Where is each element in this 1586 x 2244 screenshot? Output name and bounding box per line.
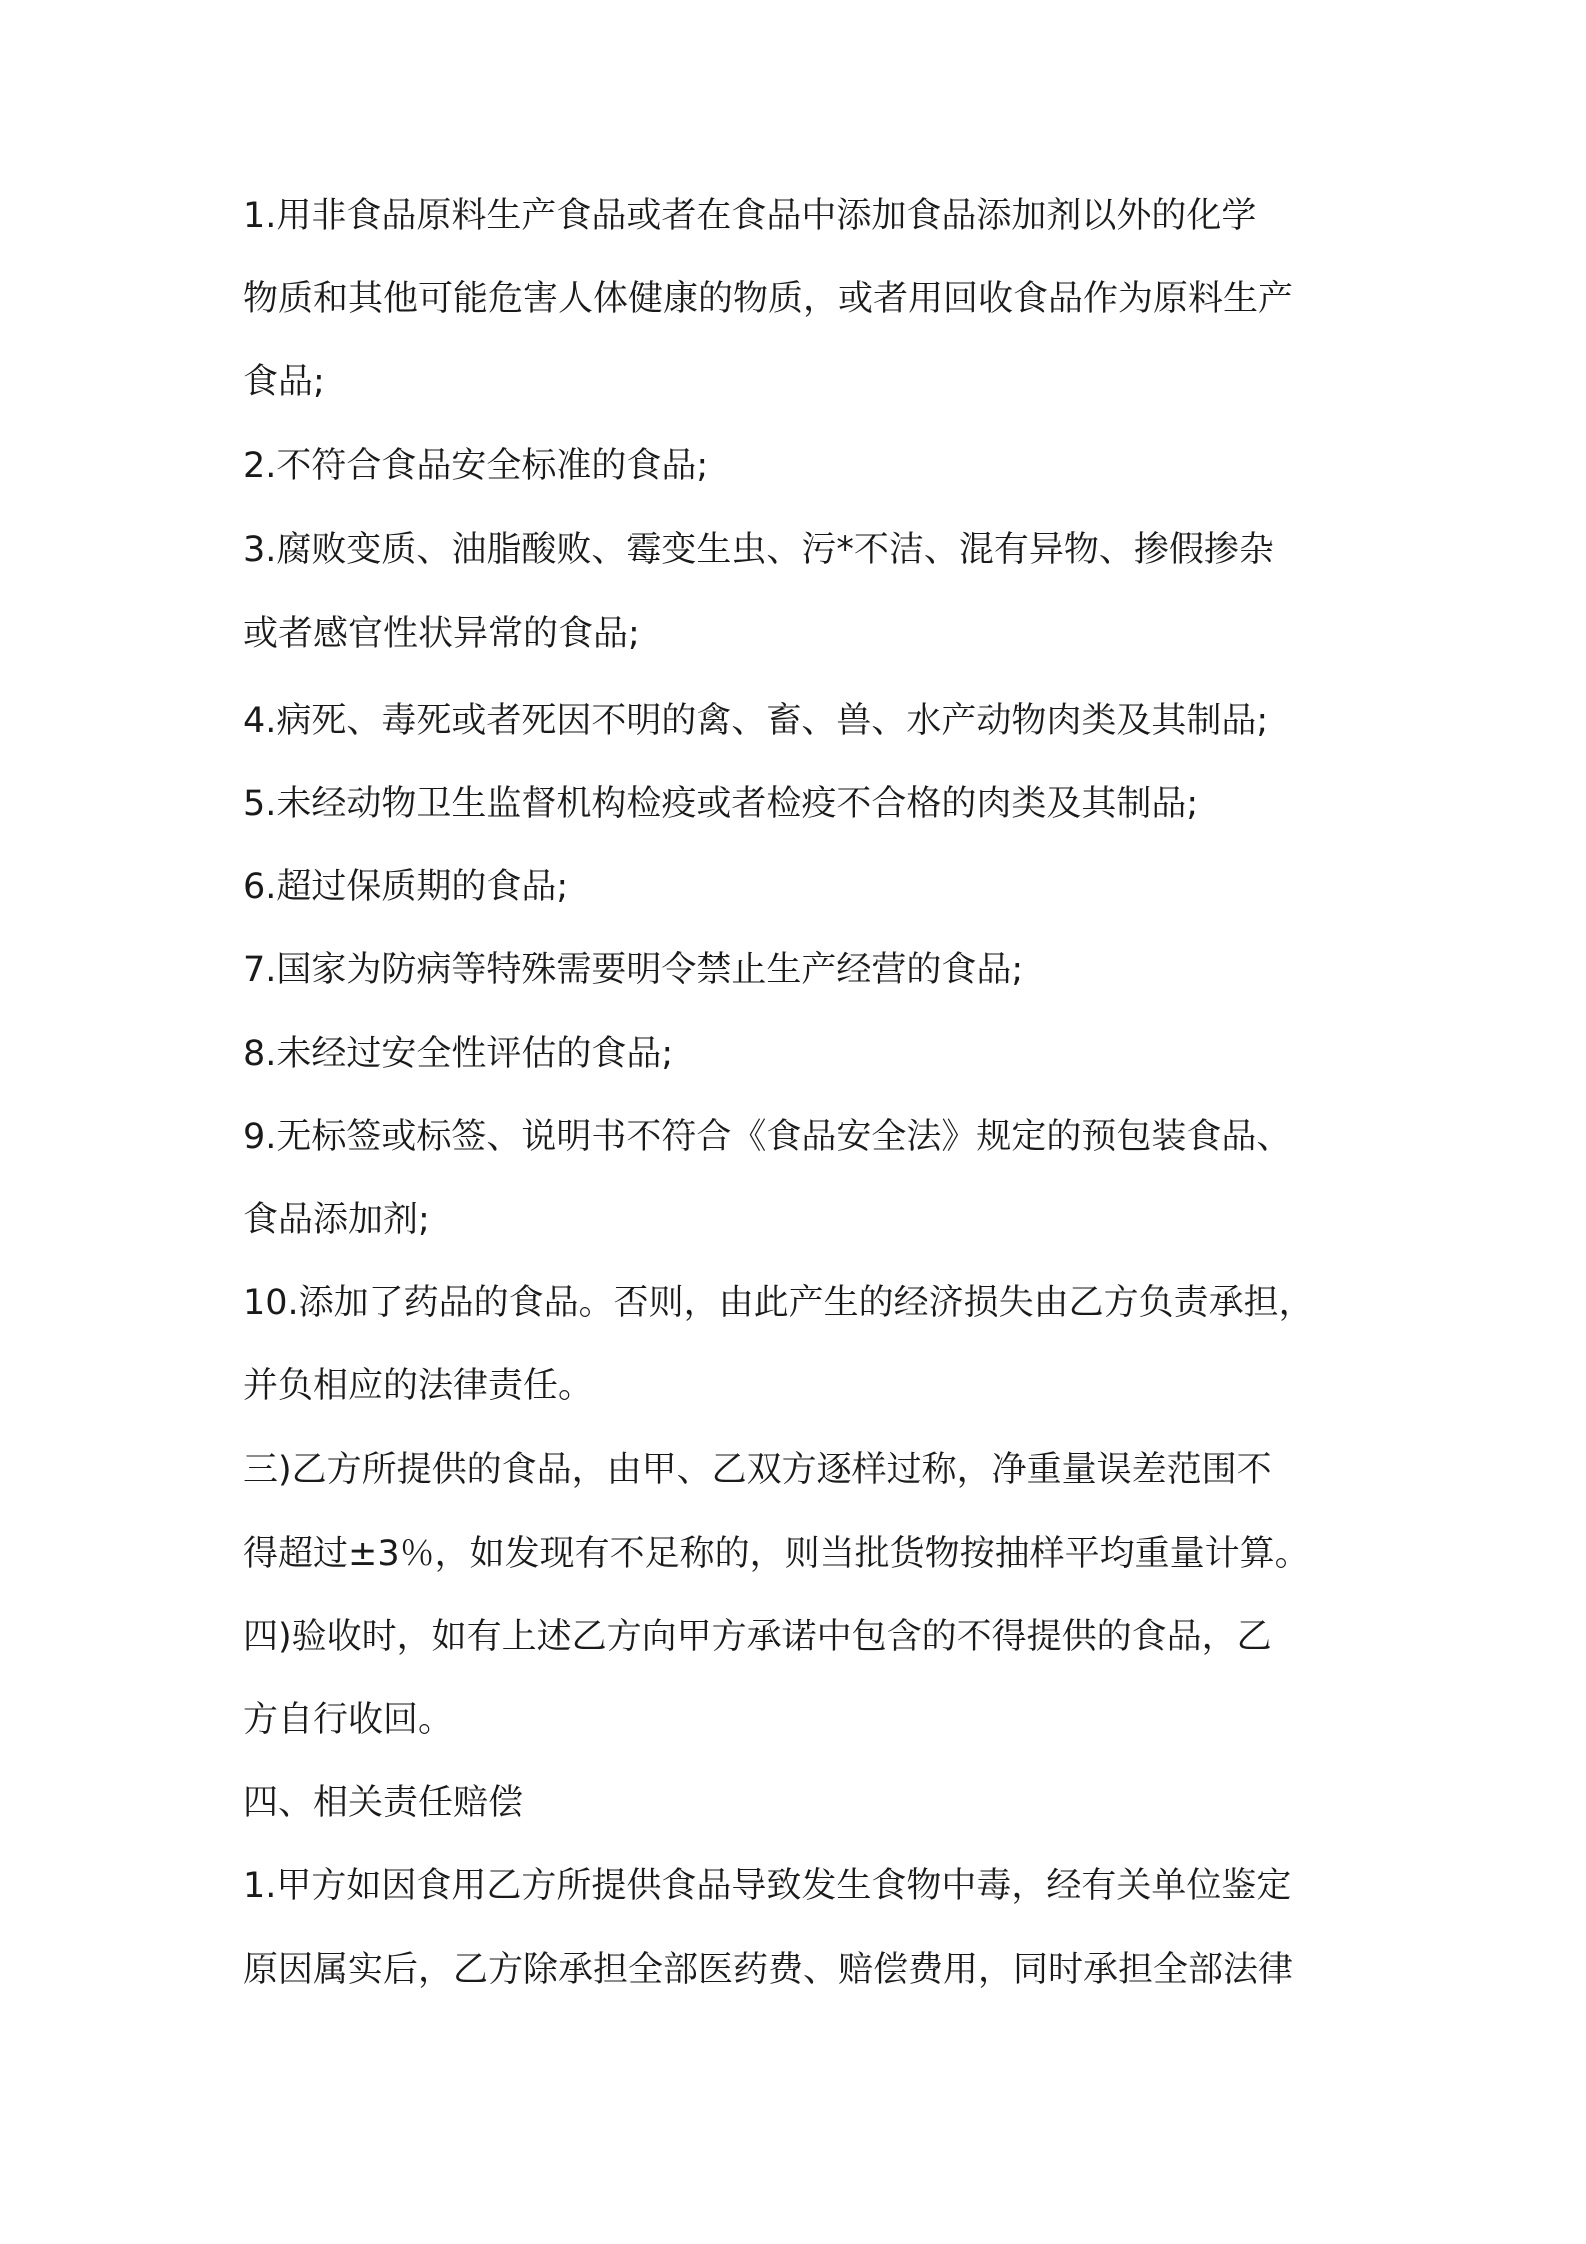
text-line-2: 物质和其他可能危害人体健康的物质，或者用回收食品作为原料生产 — [243, 279, 1294, 319]
text-line-16: 三)乙方所提供的食品，由甲、乙双方逐样过称，净重量误差范围不 — [243, 1450, 1272, 1490]
text-line-5: 3.腐败变质、油脂酸败、霉变生虫、污*不洁、混有异物、掺假掺杂 — [243, 530, 1274, 570]
text-line-4: 2.不符合食品安全标准的食品; — [243, 446, 709, 486]
text-line-1: 1.用非食品原料生产食品或者在食品中添加食品添加剂以外的化学 — [243, 196, 1257, 236]
text-line-19: 方自行收回。 — [243, 1700, 454, 1740]
text-line-18: 四)验收时，如有上述乙方向甲方承诺中包含的不得提供的食品，乙 — [243, 1617, 1272, 1657]
text-line-13: 食品添加剂; — [243, 1200, 430, 1240]
text-line-14: 10.添加了药品的食品。否则，由此产生的经济损失由乙方负责承担， — [243, 1283, 1314, 1323]
text-line-20: 四、相关责任赔偿 — [243, 1783, 524, 1823]
text-line-17: 得超过±3％，如发现有不足称的，则当批货物按抽样平均重量计算。 — [243, 1534, 1310, 1574]
text-line-7: 4.病死、毒死或者死因不明的禽、畜、兽、水产动物肉类及其制品; — [243, 701, 1269, 741]
text-line-15: 并负相应的法律责任。 — [243, 1366, 594, 1406]
text-line-11: 8.未经过安全性评估的食品; — [243, 1034, 674, 1074]
text-line-10: 7.国家为防病等特殊需要明令禁止生产经营的食品; — [243, 950, 1024, 990]
text-line-9: 6.超过保质期的食品; — [243, 867, 569, 907]
text-line-8: 5.未经动物卫生监督机构检疫或者检疫不合格的肉类及其制品; — [243, 784, 1199, 824]
text-line-3: 食品; — [243, 362, 325, 402]
text-line-21: 1.甲方如因食用乙方所提供食品导致发生食物中毒，经有关单位鉴定 — [243, 1866, 1292, 1906]
text-line-6: 或者感官性状异常的食品; — [243, 614, 640, 654]
text-line-22: 原因属实后，乙方除承担全部医药费、赔偿费用，同时承担全部法律 — [243, 1950, 1294, 1990]
text-line-12: 9.无标签或标签、说明书不符合《食品安全法》规定的预包装食品、 — [243, 1117, 1292, 1157]
